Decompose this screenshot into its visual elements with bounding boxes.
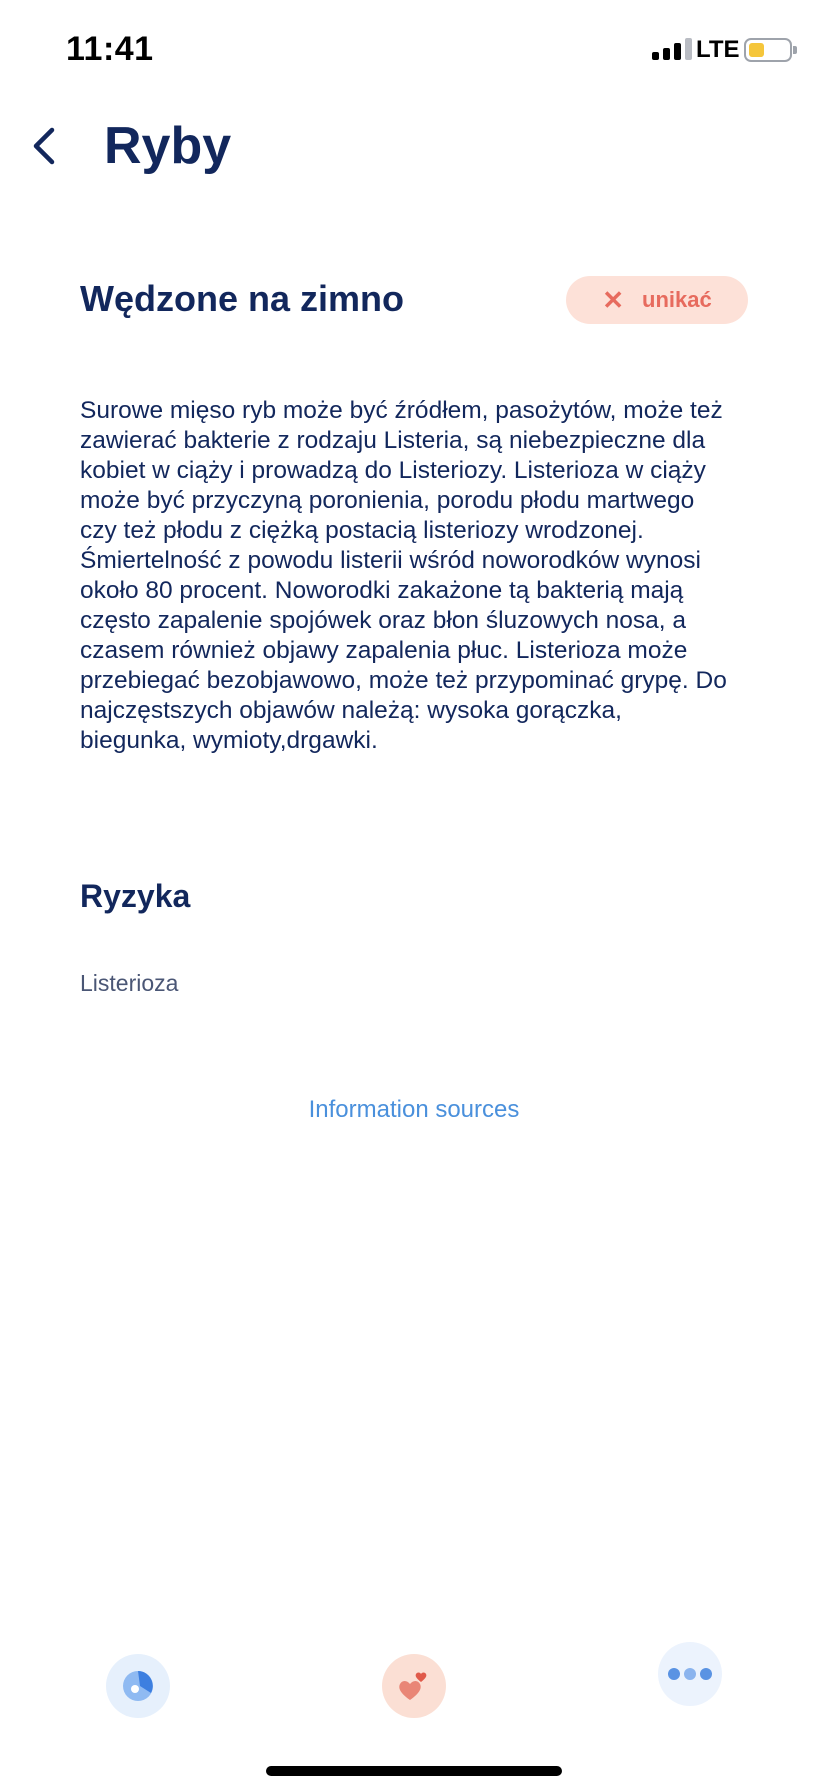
more-dots-icon <box>666 1664 714 1684</box>
back-button[interactable] <box>26 120 66 172</box>
tab-home[interactable] <box>106 1654 170 1718</box>
page-title: Ryby <box>104 117 232 175</box>
network-label: LTE <box>696 36 740 63</box>
hearts-icon <box>394 1666 434 1706</box>
status-time: 11:41 <box>66 30 154 68</box>
close-icon: ✕ <box>602 285 625 315</box>
risks-heading: Ryzyka <box>80 878 191 914</box>
item-title: Wędzone na zimno <box>80 278 404 319</box>
tab-favorites[interactable] <box>382 1654 446 1718</box>
chevron-left-icon <box>26 120 66 172</box>
status-bar <box>0 0 828 100</box>
signal-icon <box>652 38 692 60</box>
home-indicator <box>266 1766 562 1776</box>
information-sources-link[interactable]: Information sources <box>308 1096 520 1123</box>
home-blob-icon <box>118 1666 158 1706</box>
battery-icon <box>744 38 792 62</box>
status-badge-label: unikać <box>642 287 712 312</box>
risk-item: Listerioza <box>80 970 179 996</box>
status-badge <box>566 276 748 324</box>
item-description: Surowe mięso ryb może być źródłem, pasożytów, może też zawierać bakterie z rodzaju Listeria, są niebezpieczne dla kobiet w ciąży i prowadzą do Listeriozy. Listerioza w ciąży może być przyczyną poronienia, porodu płodu martwego czy też płodu z ciężką postacią listeriozy wrodzonej. Śmiertelność z powodu listerii wśród noworodków wynosi około 80 procent. Noworodki zakażone tą bakterią mają często zapalenie spojówek oraz błon śluzowych nosa, a czasem również objawy zapalenia płuc. Listerioza może przebiegać bezobjawowo, może też przypominać grypę. Do najczęstszych objawów należą: wysoka gorączka, biegunka, wymioty,drgawki. <box>80 397 727 754</box>
tab-more[interactable] <box>658 1642 722 1706</box>
